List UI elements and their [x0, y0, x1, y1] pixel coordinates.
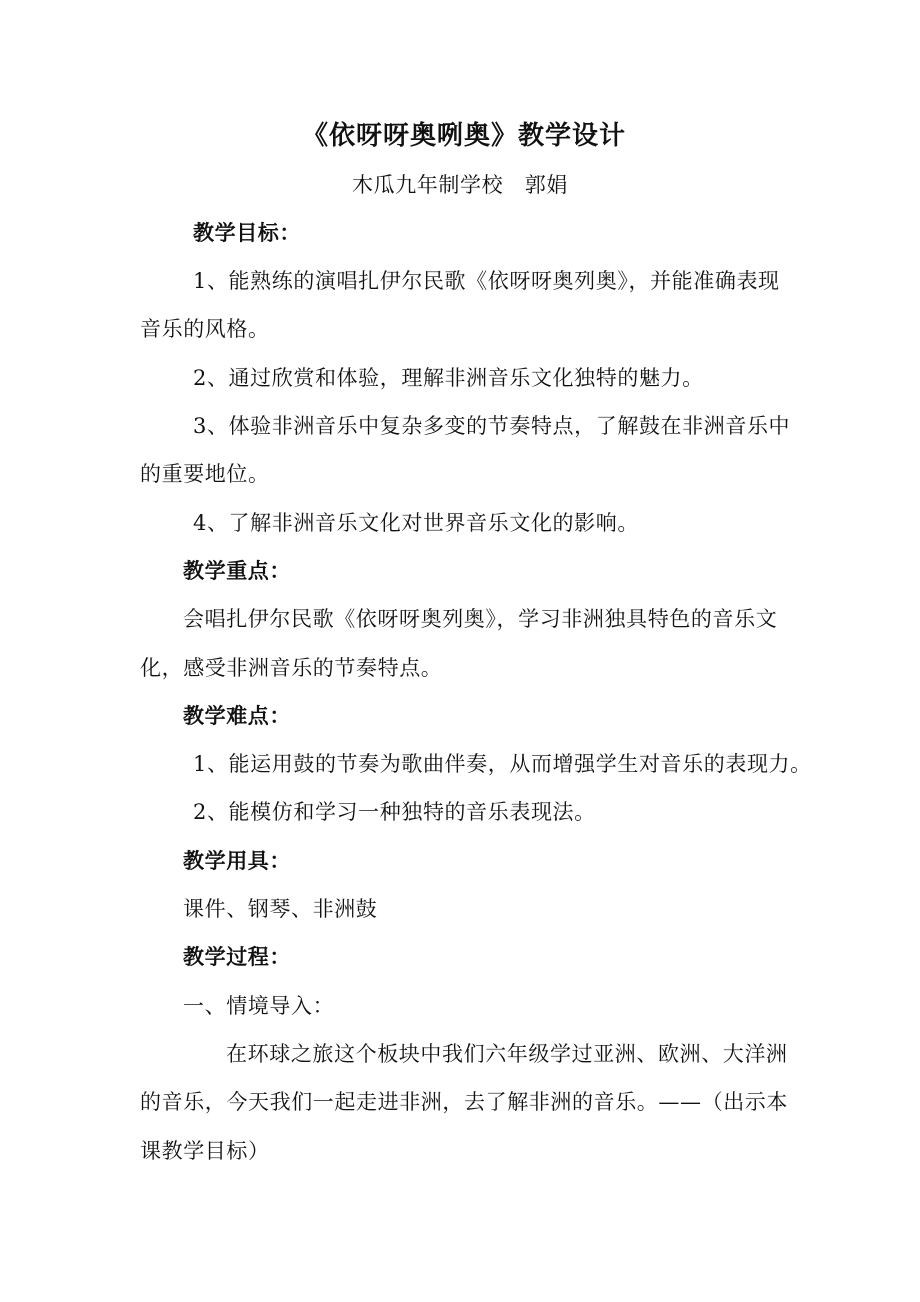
process-paragraph-line-2: 的音乐，今天我们一起走进非洲，去了解非洲的音乐。——（出示本 — [140, 1090, 788, 1114]
tools-list: 课件、钢琴、非洲鼓 — [183, 897, 378, 921]
process-paragraph-line-3: 课教学目标） — [140, 1139, 270, 1163]
objective-3-line-1: 3、体验非洲音乐中复杂多变的节奏特点，了解鼓在非洲音乐中 — [193, 414, 791, 438]
difficulty-1: 1、能运用鼓的节奏为歌曲伴奏，从而增强学生对音乐的表现力。 — [193, 752, 812, 776]
process-paragraph-line-1: 在环球之旅这个板块中我们六年级学过亚洲、欧洲、大洋洲 — [226, 1042, 788, 1066]
objective-3-line-2: 的重要地位。 — [140, 462, 270, 486]
difficulties-heading: 教学难点： — [183, 703, 291, 728]
key-points-heading: 教学重点： — [183, 558, 291, 583]
tools-heading: 教学用具： — [183, 848, 291, 873]
key-points-line-2: 化，感受非洲音乐的节奏特点。 — [140, 656, 443, 680]
objective-1-line-1: 1、能熟练的演唱扎伊尔民歌《依呀呀奥列奥》，并能准确表现 — [193, 269, 780, 293]
objective-4: 4、了解非洲音乐文化对世界音乐文化的影响。 — [193, 511, 639, 535]
objective-1-line-2: 音乐的风格。 — [140, 317, 270, 341]
process-heading: 教学过程： — [183, 944, 291, 969]
process-step-1-heading: 一、情境导入： — [183, 994, 335, 1018]
objective-2: 2、通过欣赏和体验，理解非洲音乐文化独特的魅力。 — [193, 366, 704, 390]
objectives-heading: 教学目标： — [193, 220, 301, 245]
key-points-line-1: 会唱扎伊尔民歌《依呀呀奥列奥》，学习非洲独具特色的音乐文 — [183, 607, 778, 631]
difficulty-2: 2、能模仿和学习一种独特的音乐表现法。 — [193, 800, 596, 824]
document-title: 《依呀呀奥咧奥》教学设计 — [302, 121, 627, 151]
document-author: 木瓜九年制学校 郭娟 — [352, 173, 568, 197]
